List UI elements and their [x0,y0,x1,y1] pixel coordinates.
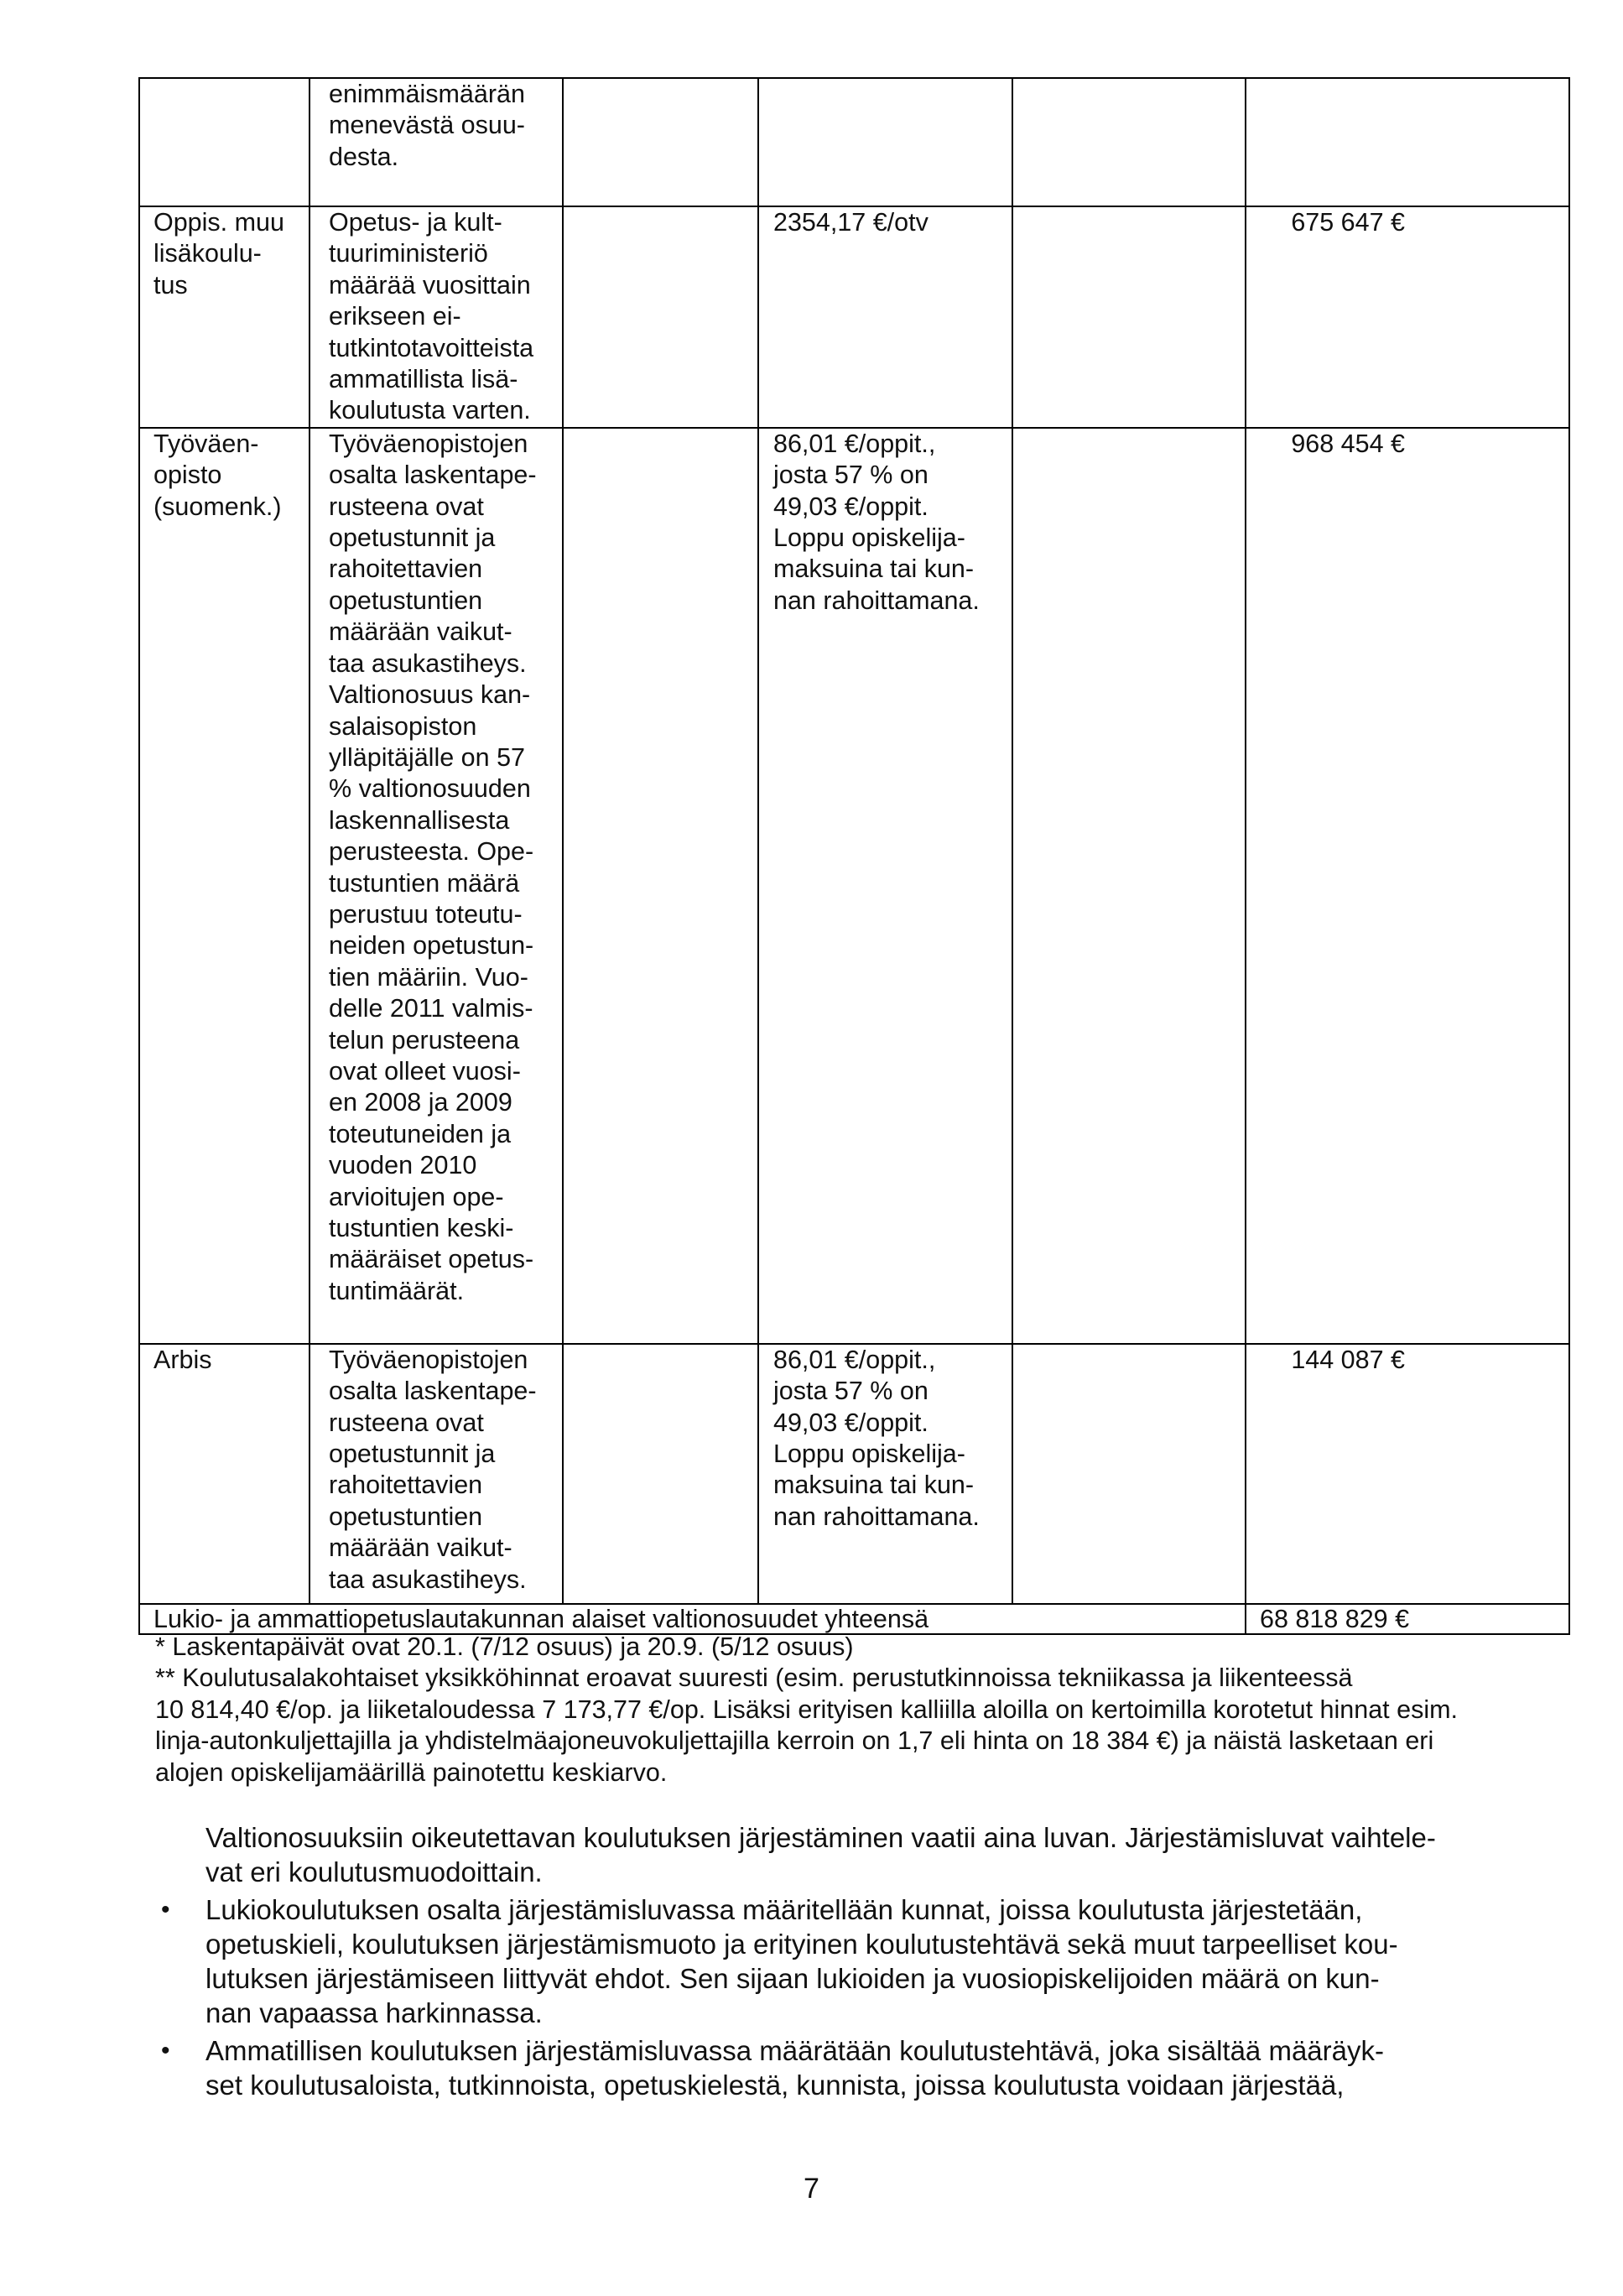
empty-cell [563,428,758,1344]
table-row [139,1344,1569,1604]
unit-price-cell: 86,01 €/oppit., josta 57 % on 49,03 €/oppit. Loppu opiskelija- maksuina tai kun- nan rahoittamana. [758,1344,1012,1604]
page-number: 7 [804,2173,819,2205]
description-cell: Opetus- ja kult- tuuriministeriö määrää vuosittain erikseen ei- tutkintotavoitteista ammatillista lisä- koulutusta varten. [310,206,563,428]
table-row [139,206,1569,428]
footnotes [155,1632,1564,1788]
bullet-icon: • [161,2037,170,2064]
amount-cell: 675 647 € [1246,206,1569,428]
empty-cell [563,78,758,206]
list-item-text: Ammatillisen koulutuksen järjestämisluvassa määrätään koulutustehtävä, joka sisältää määräyk- set koulutusaloista, tutkinnoista, opetuskielestä, kunnista, joissa koulutusta voidaan järjestää, [205,2035,1384,2101]
empty-cell [1012,1344,1246,1604]
table-row [139,428,1569,1344]
bullet-icon: • [161,1896,170,1924]
description-cell: Työväenopistojen osalta laskentape- rusteena ovat opetustunnit ja rahoitettavien opetustuntien määrään vaikut- taa asukastiheys. Valtionosuus kan- salaisopiston ylläpitäjälle on 57 % valtionosuuden laskennallisesta perusteesta. Ope- tustuntien määrä perustuu toteutu- neiden opetustun- tien määriin. Vuo- delle 2011 valmis- telun perusteena ovat olleet vuosi- en 2008 ja 2009 toteutuneiden ja vuoden 2010 arvioitujen ope- tustuntien keski- määräiset opetus- tuntimäärät. [310,428,563,1344]
row-label-cell: Arbis [139,1344,310,1604]
table-row [139,78,1569,206]
row-label-cell [139,78,310,206]
footnote-2: ** Koulutusalakohtaiset yksikköhinnat eroavat suuresti (esim. perustutkinnoissa tekniikassa ja liikenteessä 10 814,40 €/op. ja liiketaloudessa 7 173,77 €/op. Lisäksi erityisen kalliilla aloilla on kertoimilla korotetut hinnat esim. linja-autonkuljettajilla ja yhdistelmäajoneuvokuljettajilla kerroin on 1,7 eli hinta on 18 384 €) ja näistä lasketaan eri alojen opiskelijamäärillä painotettu keskiarvo. [155,1663,1458,1787]
amount-cell: 968 454 € [1246,428,1569,1344]
unit-price-cell: 86,01 €/oppit., josta 57 % on 49,03 €/oppit. Loppu opiskelija- maksuina tai kun- nan rahoittamana. [758,428,1012,1344]
body-section [161,1820,1560,2106]
amount-cell: 144 087 € [1246,1344,1569,1604]
list-item [159,1893,1560,2030]
empty-cell [1012,206,1246,428]
unit-price-cell: 2354,17 €/otv [758,206,1012,428]
row-label-cell: Oppis. muu lisäkoulu- tus [139,206,310,428]
bullet-list [161,1893,1560,2102]
total-row [139,1604,1569,1634]
list-item [159,2033,1560,2102]
description-cell: Työväenopistojen osalta laskentape- rusteena ovat opetustunnit ja rahoitettavien opetustuntien määrään vaikut- taa asukastiheys. [310,1344,563,1604]
valtionosuus-table [138,77,1570,1635]
unit-price-cell [758,78,1012,206]
empty-cell [1012,78,1246,206]
footnote-1: * Laskentapäivät ovat 20.1. (7/12 osuus) ja 20.9. (5/12 osuus) [155,1632,854,1661]
empty-cell [563,206,758,428]
description-cell: enimmäismäärän menevästä osuu- desta. [310,78,563,206]
intro-paragraph: Valtionosuuksiin oikeutettavan koulutuksen järjestäminen vaatii aina luvan. Järjestämisluvat vaihtele- vat eri koulutusmuodoittain. [205,1822,1436,1887]
amount-cell [1246,78,1569,206]
row-label-cell: Työväen- opisto (suomenk.) [139,428,310,1344]
empty-cell [1012,428,1246,1344]
total-value: 68 818 829 € [1246,1604,1569,1634]
total-label: Lukio- ja ammattiopetuslautakunnan alaiset valtionosuudet yhteensä [139,1604,1246,1634]
empty-cell [563,1344,758,1604]
list-item-text: Lukiokoulutuksen osalta järjestämisluvassa määritellään kunnat, joissa koulutusta järjestetään, opetuskieli, koulutuksen järjestämismuoto ja erityinen koulutustehtävä sekä muut tarpeelliset kou- lutuksen järjestämiseen liittyvät ehdot. Sen sijaan lukioiden ja vuosiopiskelijoiden määrä on kun- nan vapaassa harkinnassa. [205,1894,1398,2028]
